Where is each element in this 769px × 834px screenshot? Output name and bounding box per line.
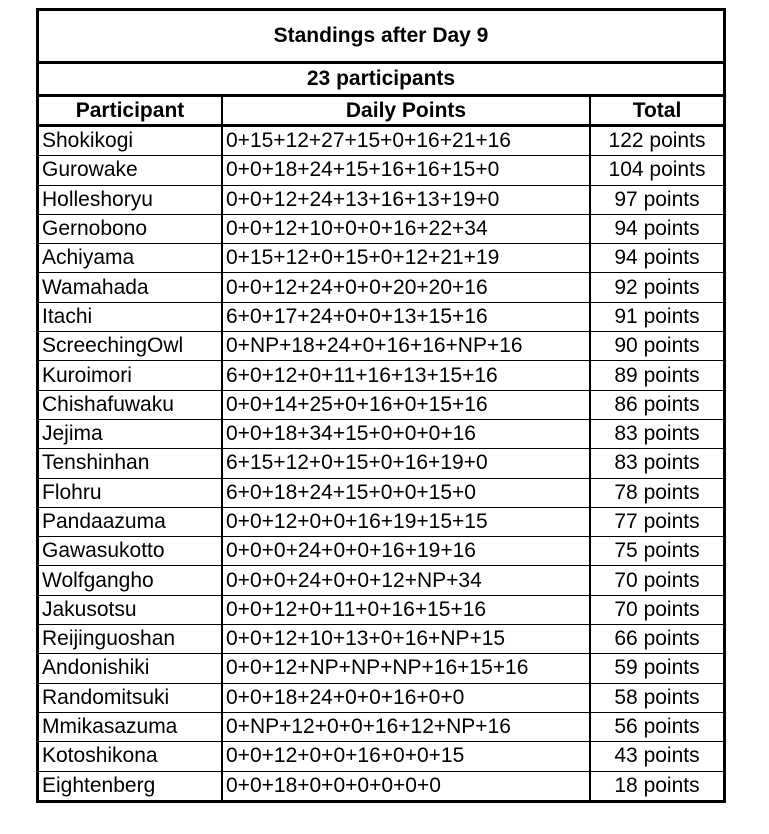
daily-points: 0+0+12+10+0+0+16+22+34 [222, 214, 590, 243]
daily-points: 6+15+12+0+15+0+16+19+0 [222, 449, 590, 478]
daily-points: 0+0+12+0+11+0+16+15+16 [222, 595, 590, 624]
daily-points: 6+0+12+0+11+16+13+15+16 [222, 361, 590, 390]
total-points: 122 points [590, 126, 723, 156]
daily-points: 0+15+12+27+15+0+16+21+16 [222, 126, 590, 156]
standings-sheet [36, 8, 726, 803]
participant-name: ScreechingOwl [39, 332, 222, 361]
daily-points: 0+0+12+24+13+16+13+19+0 [222, 185, 590, 214]
daily-points: 0+0+18+34+15+0+0+0+16 [222, 419, 590, 448]
daily-points: 0+0+0+24+0+0+12+NP+34 [222, 566, 590, 595]
standings-row [39, 771, 723, 800]
daily-points: 0+0+18+24+15+16+16+15+0 [222, 156, 590, 185]
total-points: 89 points [590, 361, 723, 390]
standings-title: Standings after Day 9 [39, 11, 723, 64]
participant-name: Randomitsuki [39, 683, 222, 712]
participant-name: Chishafuwaku [39, 390, 222, 419]
standings-row [39, 507, 723, 536]
daily-points: 0+NP+18+24+0+16+16+NP+16 [222, 332, 590, 361]
daily-points: 6+0+18+24+15+0+0+15+0 [222, 478, 590, 507]
total-points: 18 points [590, 771, 723, 800]
total-points: 97 points [590, 185, 723, 214]
standings-row [39, 712, 723, 741]
participant-name: Tenshinhan [39, 449, 222, 478]
participant-name: Wamahada [39, 273, 222, 302]
participant-name: Kotoshikona [39, 742, 222, 771]
standings-row [39, 244, 723, 273]
participant-count: 23 participants [39, 64, 723, 97]
standings-row [39, 302, 723, 331]
daily-points-header: Daily Points [222, 97, 590, 126]
daily-points: 0+0+0+24+0+0+16+19+16 [222, 537, 590, 566]
standings-row [39, 742, 723, 771]
total-points: 94 points [590, 244, 723, 273]
standings-row [39, 537, 723, 566]
participant-name: Jakusotsu [39, 595, 222, 624]
participant-name: Kuroimori [39, 361, 222, 390]
participant-name: Jejima [39, 419, 222, 448]
total-points: 78 points [590, 478, 723, 507]
participant-name: Pandaazuma [39, 507, 222, 536]
total-points: 83 points [590, 449, 723, 478]
total-points: 83 points [590, 419, 723, 448]
total-points: 70 points [590, 595, 723, 624]
total-points: 66 points [590, 625, 723, 654]
daily-points: 0+0+12+10+13+0+16+NP+15 [222, 625, 590, 654]
participant-name: Mmikasazuma [39, 712, 222, 741]
participant-name: Itachi [39, 302, 222, 331]
daily-points: 0+0+18+0+0+0+0+0+0 [222, 771, 590, 800]
participant-name: Gurowake [39, 156, 222, 185]
total-points: 77 points [590, 507, 723, 536]
total-points: 92 points [590, 273, 723, 302]
standings-row [39, 390, 723, 419]
daily-points: 0+0+12+NP+NP+NP+16+15+16 [222, 654, 590, 683]
participant-name: Flohru [39, 478, 222, 507]
total-points: 86 points [590, 390, 723, 419]
participant-name: Gawasukotto [39, 537, 222, 566]
daily-points: 0+0+12+24+0+0+20+20+16 [222, 273, 590, 302]
daily-points: 0+0+12+0+0+16+19+15+15 [222, 507, 590, 536]
total-points: 104 points [590, 156, 723, 185]
standings-row [39, 126, 723, 156]
total-points: 56 points [590, 712, 723, 741]
standings-row [39, 654, 723, 683]
daily-points: 0+NP+12+0+0+16+12+NP+16 [222, 712, 590, 741]
participant-name: Wolfgangho [39, 566, 222, 595]
standings-row [39, 361, 723, 390]
total-points: 75 points [590, 537, 723, 566]
participant-name: Reijinguoshan [39, 625, 222, 654]
total-points: 90 points [590, 332, 723, 361]
participant-name: Holleshoryu [39, 185, 222, 214]
total-header: Total [590, 97, 723, 126]
daily-points: 0+0+18+24+0+0+16+0+0 [222, 683, 590, 712]
total-points: 91 points [590, 302, 723, 331]
total-points: 43 points [590, 742, 723, 771]
standings-row [39, 683, 723, 712]
participant-header: Participant [39, 97, 222, 126]
standings-row [39, 449, 723, 478]
participant-name: Eightenberg [39, 771, 222, 800]
standings-row [39, 332, 723, 361]
standings-row [39, 156, 723, 185]
standings-row [39, 214, 723, 243]
daily-points: 0+15+12+0+15+0+12+21+19 [222, 244, 590, 273]
standings-row [39, 595, 723, 624]
standings-row [39, 273, 723, 302]
participant-name: Andonishiki [39, 654, 222, 683]
standings-row [39, 419, 723, 448]
standings-row [39, 566, 723, 595]
standings-row [39, 625, 723, 654]
total-points: 94 points [590, 214, 723, 243]
standings-row [39, 185, 723, 214]
standings-row [39, 478, 723, 507]
participant-name: Shokikogi [42, 129, 134, 153]
participant-name: Achiyama [39, 244, 222, 273]
daily-points: 0+0+14+25+0+16+0+15+16 [222, 390, 590, 419]
daily-points: 0+0+12+0+0+16+0+0+15 [222, 742, 590, 771]
standings-table [39, 97, 723, 800]
daily-points: 6+0+17+24+0+0+13+15+16 [222, 302, 590, 331]
total-points: 70 points [590, 566, 723, 595]
header-row [39, 97, 723, 126]
total-points: 58 points [590, 683, 723, 712]
total-points: 59 points [590, 654, 723, 683]
participant-name: Gernobono [39, 214, 222, 243]
